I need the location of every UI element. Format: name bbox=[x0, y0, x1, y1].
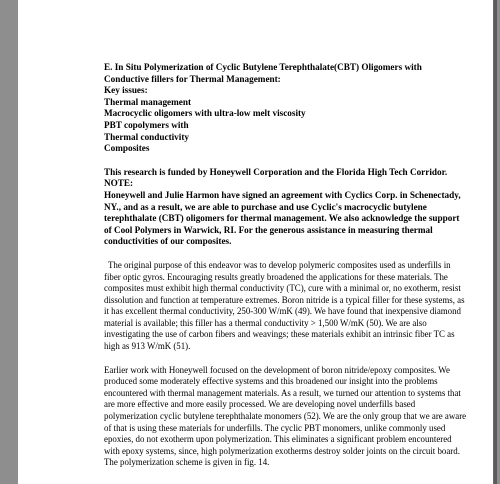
document-page bbox=[18, 0, 494, 484]
funding-block bbox=[104, 167, 469, 248]
paragraph-text: Earlier work with Honeywell focused on the development of boron nitride/epoxy composites. We produced some moderately effective systems and this broadened our insight into the problems encountered with thermal management materials. As a result, we turned our attention to systems that are more effective and more easily processed. We are developing novel underfills based polymerization cyclic butylene terephthalate monomers (52). We are the only group that we are aware of that is using these materials for underfills. The cyclic PBT monomers, unlike commonly used epoxies, do not exotherm upon polymerization. This eliminates a significant problem encountered with epoxy systems, since, high polymerization exotherms destroy solder joints on the circuit board. The polymerization scheme is given in fig. 14. bbox=[104, 364, 467, 468]
note-label: NOTE: bbox=[104, 178, 134, 189]
paragraph-text: The original purpose of this endeavor was to develop polymeric composites used as underfills in fiber optic gyros. Encouraging results greatly broadened the applications for these materials. The composites must exhibit high thermal conductivity (TC), cure with a minimal or, no exotherm, resist dissolution and function at temperature extremes. Boron nitride is a typical filler for these systems, as it has excellent thermal conductivity, 250-300 W/mK (49). We have found that inexpensive diamond material is available; this filler has a thermal conductivity > 1,500 W/mK (50). We are also investigating the use of carbon fibers and weavings; these materials exhibit an intrinsic fiber TC as high as 913 W/mK (51). bbox=[104, 259, 465, 352]
key-issues-label: Key issues: bbox=[104, 85, 148, 96]
funding-statement: This research is funded by Honeywell Corporation and the Florida High Tech Corridor. bbox=[104, 166, 448, 177]
note-text: Honeywell and Julie Harmon have signed an agreement with Cyclics Corp. in Schenectady, NY., and as a result, we are able to purchase and use Cyclic's macrocyclic butylene terephthalate (CBT) oligomers for thermal management. We also acknowledge the support of Cool Polymers in Warwick, RI. For the generous assistance in measuring thermal conductivities of our composites. bbox=[104, 189, 461, 247]
issue-item: Macrocyclic oligomers with ultra-low melt viscosity bbox=[104, 108, 306, 119]
spacer bbox=[104, 248, 469, 260]
section-title: E. In Situ Polymerization of Cyclic Butylene Terephthalate(CBT) Oligomers with Conductive fillers for Thermal Management: bbox=[104, 62, 422, 84]
body-paragraph-2 bbox=[104, 365, 469, 469]
spacer bbox=[104, 353, 469, 365]
page-shadow bbox=[494, 0, 497, 484]
section-header bbox=[104, 62, 469, 155]
issue-item: Composites bbox=[104, 143, 150, 154]
body-paragraph-1 bbox=[104, 260, 469, 353]
spacer bbox=[104, 155, 469, 167]
issue-item: PBT copolymers with bbox=[104, 119, 189, 130]
issue-item: Thermal conductivity bbox=[104, 131, 189, 142]
issue-item: Thermal management bbox=[104, 96, 192, 107]
